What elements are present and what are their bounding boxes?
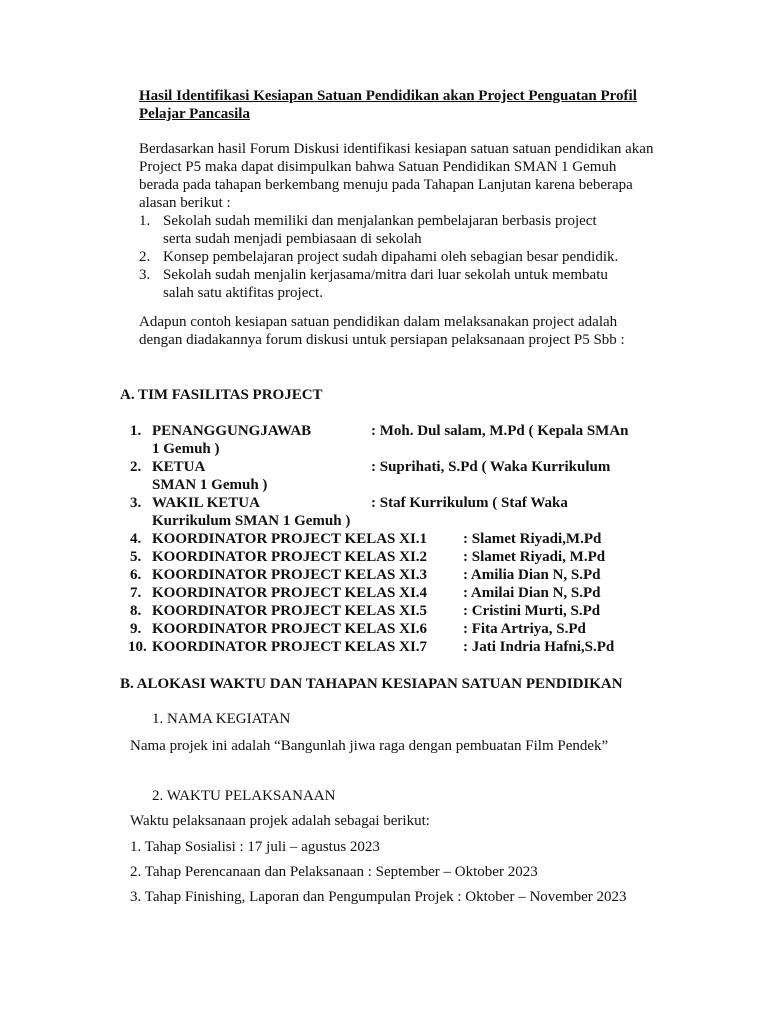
team-2-name: : Suprihati, S.Pd ( Waka Kurrikulum [371,459,611,475]
closing-line-1: Adapun contoh kesiapan satuan pendidikan dalam melaksanakan project adalah [139,314,618,330]
intro-line-2: Project P5 maka dapat disimpulkan bahwa Satuan Pendidikan SMAN 1 Gemuh [139,159,617,175]
team-1-name-continued: 1 Gemuh ) [152,441,220,457]
coordinator-10-role: KOORDINATOR PROJECT KELAS XI.7 [152,639,428,655]
section-b-heading: B. ALOKASI WAKTU DAN TAHAPAN KESIAPAN SATUAN PENDIDIKAN [120,676,623,692]
coordinator-4-name: : Slamet Riyadi,M.Pd [463,531,602,547]
team-1-number: 1. [130,423,142,439]
coordinator-9-name: : Fita Artriya, S.Pd [463,621,586,637]
reason-3-line-1: Sekolah sudah menjalin kerjasama/mitra dari luar sekolah untuk membatu [163,267,608,283]
coordinator-8-role: KOORDINATOR PROJECT KELAS XI.5 [152,603,428,619]
coordinator-10-number: 10. [128,639,147,655]
team-1-role: PENANGGUNGJAWAB [152,423,312,439]
reason-3-line-2: salah satu aktifitas project. [163,285,323,301]
activity-name-text: Nama projek ini adalah “Bangunlah jiwa raga dengan pembuatan Film Pendek” [130,738,609,754]
subsection-2-heading: 2. WAKTU PELAKSANAAN [152,788,336,804]
coordinator-6-name: : Amilia Dian N, S.Pd [463,567,601,583]
team-2-role: KETUA [152,459,206,475]
stage-3: 3. Tahap Finishing, Laporan dan Pengumpulan Projek : Oktober – November 2023 [130,889,627,905]
team-3-number: 3. [130,495,142,511]
reason-3-number: 3. [139,267,151,283]
coordinator-6-role: KOORDINATOR PROJECT KELAS XI.3 [152,567,428,583]
team-3-name-continued: Kurrikulum SMAN 1 Gemuh ) [152,513,351,529]
reason-2-line-1: Konsep pembelajaran project sudah dipahami oleh sebagian besar pendidik. [163,249,619,265]
team-3-role: WAKIL KETUA [152,495,260,511]
coordinator-10-name: : Jati Indria Hafni,S.Pd [463,639,615,655]
coordinator-7-number: 7. [130,585,142,601]
intro-line-4: alasan berikut : [139,195,231,211]
schedule-intro-text: Waktu pelaksanaan projek adalah sebagai berikut: [130,813,430,829]
coordinator-9-number: 9. [130,621,142,637]
section-a-heading: A. TIM FASILITAS PROJECT [120,387,323,403]
intro-line-1: Berdasarkan hasil Forum Diskusi identifikasi kesiapan satuan satuan pendidikan akan [139,141,654,157]
team-2-number: 2. [130,459,142,475]
reason-1-line-1: Sekolah sudah memiliki dan menjalankan pembelajaran berbasis project [163,213,597,229]
coordinator-7-name: : Amilai Dian N, S.Pd [463,585,601,601]
coordinator-4-number: 4. [130,531,142,547]
intro-line-3: berada pada tahapan berkembang menuju pada Tahapan Lanjutan karena beberapa [139,177,633,193]
coordinator-8-name: : Cristini Murti, S.Pd [463,603,601,619]
closing-line-2: dengan diadakannya forum diskusi untuk persiapan pelaksanaan project P5 Sbb : [139,332,625,348]
coordinator-5-role: KOORDINATOR PROJECT KELAS XI.2 [152,549,428,565]
reason-2-number: 2. [139,249,151,265]
team-2-name-continued: SMAN 1 Gemuh ) [152,477,268,493]
stage-2: 2. Tahap Perencanaan dan Pelaksanaan : September – Oktober 2023 [130,864,538,880]
coordinator-4-role: KOORDINATOR PROJECT KELAS XI.1 [152,531,428,547]
document-title-line-2: Pelajar Pancasila [139,106,250,122]
team-3-name: : Staf Kurrikulum ( Staf Waka [371,495,568,511]
coordinator-5-number: 5. [130,549,142,565]
coordinator-5-name: : Slamet Riyadi, M.Pd [463,549,606,565]
team-1-name: : Moh. Dul salam, M.Pd ( Kepala SMAn [371,423,629,439]
coordinator-6-number: 6. [130,567,142,583]
reason-1-line-2: serta sudah menjadi pembiasaan di sekolah [163,231,422,247]
reason-1-number: 1. [139,213,151,229]
coordinator-7-role: KOORDINATOR PROJECT KELAS XI.4 [152,585,428,601]
subsection-1-heading: 1. NAMA KEGIATAN [152,711,291,727]
stage-1: 1. Tahap Sosialisi : 17 juli – agustus 2023 [130,839,380,855]
coordinator-8-number: 8. [130,603,142,619]
coordinator-9-role: KOORDINATOR PROJECT KELAS XI.6 [152,621,428,637]
document-title-line-1: Hasil Identifikasi Kesiapan Satuan Pendidikan akan Project Penguatan Profil [139,88,637,104]
